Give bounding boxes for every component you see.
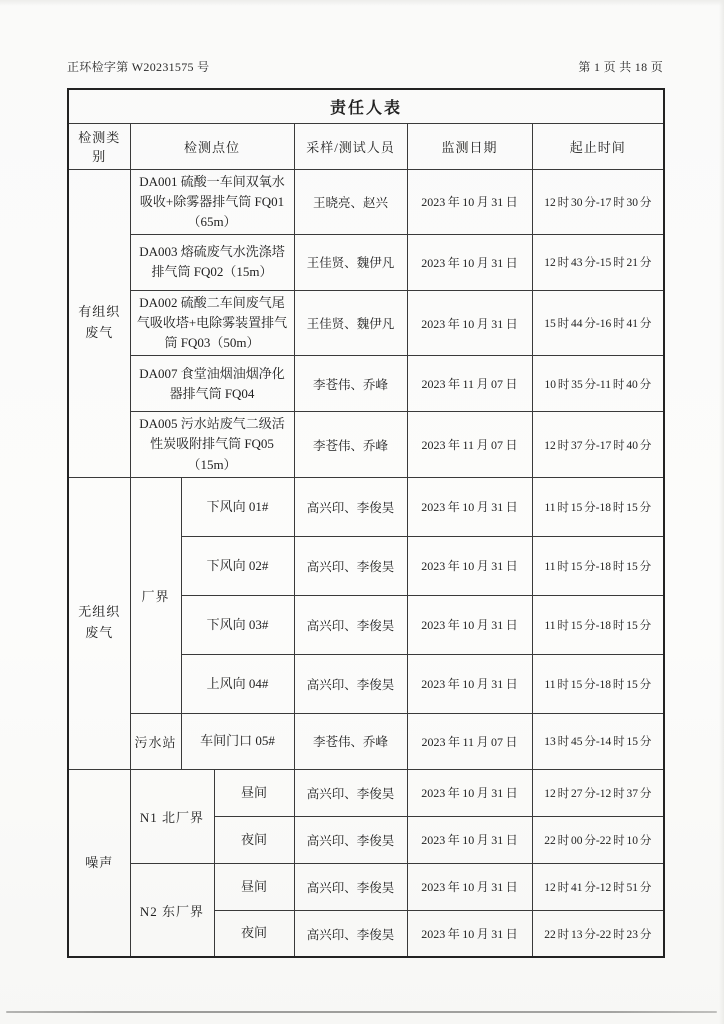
time-cell: 15 时 44 分-16 时 41 分: [532, 290, 664, 355]
time-cell: 12 时 43 分-15 时 21 分: [532, 234, 664, 290]
category-cell-organized: 有组织废气: [68, 169, 130, 477]
date-cell: 2023 年 10 月 31 日: [407, 290, 532, 355]
personnel-cell: 高兴印、李俊昊: [294, 816, 407, 863]
group-cell-boundary: 厂界: [130, 477, 181, 713]
point-cell: DA002 硫酸二车间废气尾气吸收塔+电除雾装置排气筒 FQ03（50m）: [130, 290, 294, 355]
table-title-row: [68, 89, 664, 123]
scan-page-edge-line: [6, 1011, 717, 1013]
point-cell: DA007 食堂油烟油烟净化器排气筒 FQ04: [130, 356, 294, 412]
date-cell: 2023 年 11 月 07 日: [407, 412, 532, 477]
col-header-personnel: 采样/测试人员: [294, 123, 407, 169]
personnel-cell: 王晓亮、赵兴: [294, 169, 407, 234]
time-cell: 12 时 41 分-12 时 51 分: [532, 863, 664, 910]
table-row: [68, 863, 664, 910]
personnel-cell: 李苍伟、乔峰: [294, 412, 407, 477]
personnel-cell: 高兴印、李俊昊: [294, 910, 407, 957]
table-title: 责任人表: [68, 89, 664, 123]
date-cell: 2023 年 10 月 31 日: [407, 169, 532, 234]
time-cell: 12 时 30 分-17 时 30 分: [532, 169, 664, 234]
document-header: [67, 58, 663, 75]
time-cell: 11 时 15 分-18 时 15 分: [532, 477, 664, 536]
date-cell: 2023 年 10 月 31 日: [407, 769, 532, 816]
personnel-cell: 王佳贤、魏伊凡: [294, 234, 407, 290]
col-header-point: 检测点位: [130, 123, 294, 169]
point-cell: 昼间: [214, 863, 294, 910]
table-row: [68, 356, 664, 412]
date-cell: 2023 年 10 月 31 日: [407, 536, 532, 595]
group-cell-n1: N1 北厂界: [130, 769, 214, 863]
date-cell: 2023 年 11 月 07 日: [407, 356, 532, 412]
doc-number: 正环检字第 W20231575 号: [67, 60, 210, 74]
point-cell: DA001 硫酸一车间双氧水吸收+除雾器排气筒 FQ01（65m）: [130, 169, 294, 234]
time-cell: 12 时 37 分-17 时 40 分: [532, 412, 664, 477]
time-cell: 22 时 00 分-22 时 10 分: [532, 816, 664, 863]
col-header-time: 起止时间: [532, 123, 664, 169]
time-cell: 22 时 13 分-22 时 23 分: [532, 910, 664, 957]
date-cell: 2023 年 10 月 31 日: [407, 910, 532, 957]
personnel-cell: 李苍伟、乔峰: [294, 356, 407, 412]
group-cell-n2: N2 东厂界: [130, 863, 214, 957]
time-cell: 13 时 45 分-14 时 15 分: [532, 713, 664, 769]
personnel-cell: 高兴印、李俊昊: [294, 863, 407, 910]
table-row: [68, 169, 664, 234]
scan-edge-shade: [719, 0, 724, 1024]
col-header-date: 监测日期: [407, 123, 532, 169]
personnel-cell: 王佳贤、魏伊凡: [294, 290, 407, 355]
point-cell: 上风向 04#: [181, 654, 294, 713]
personnel-cell: 高兴印、李俊昊: [294, 769, 407, 816]
table-row: [68, 713, 664, 769]
point-cell: 夜间: [214, 910, 294, 957]
category-cell-unorganized: 无组织废气: [68, 477, 130, 769]
point-cell: 下风向 01#: [181, 477, 294, 536]
time-cell: 11 时 15 分-18 时 15 分: [532, 595, 664, 654]
table-row: [68, 477, 664, 536]
date-cell: 2023 年 10 月 31 日: [407, 477, 532, 536]
date-cell: 2023 年 10 月 31 日: [407, 595, 532, 654]
table-row: [68, 290, 664, 355]
time-cell: 12 时 27 分-12 时 37 分: [532, 769, 664, 816]
table-row: [68, 412, 664, 477]
personnel-cell: 李苍伟、乔峰: [294, 713, 407, 769]
col-header-category: 检测类别: [68, 123, 130, 169]
table-row: [68, 769, 664, 816]
personnel-cell: 高兴印、李俊昊: [294, 595, 407, 654]
point-cell: DA003 熔硫废气水洗涤塔排气筒 FQ02（15m）: [130, 234, 294, 290]
date-cell: 2023 年 10 月 31 日: [407, 816, 532, 863]
table-row: [68, 234, 664, 290]
personnel-cell: 高兴印、李俊昊: [294, 477, 407, 536]
date-cell: 2023 年 11 月 07 日: [407, 713, 532, 769]
point-cell: 下风向 02#: [181, 536, 294, 595]
date-cell: 2023 年 10 月 31 日: [407, 234, 532, 290]
time-cell: 11 时 15 分-18 时 15 分: [532, 536, 664, 595]
point-cell: 车间门口 05#: [181, 713, 294, 769]
time-cell: 11 时 15 分-18 时 15 分: [532, 654, 664, 713]
group-cell-sewage: 污水站: [130, 713, 181, 769]
responsibility-table: [67, 88, 665, 958]
point-cell: 昼间: [214, 769, 294, 816]
point-cell: 夜间: [214, 816, 294, 863]
category-cell-noise: 噪声: [68, 769, 130, 957]
personnel-cell: 高兴印、李俊昊: [294, 536, 407, 595]
point-cell: DA005 污水站废气二级活性炭吸附排气筒 FQ05（15m）: [130, 412, 294, 477]
date-cell: 2023 年 10 月 31 日: [407, 863, 532, 910]
point-cell: 下风向 03#: [181, 595, 294, 654]
time-cell: 10 时 35 分-11 时 40 分: [532, 356, 664, 412]
table-header-row: [68, 123, 664, 169]
page-indicator: 第 1 页 共 18 页: [578, 60, 663, 74]
date-cell: 2023 年 10 月 31 日: [407, 654, 532, 713]
personnel-cell: 高兴印、李俊昊: [294, 654, 407, 713]
